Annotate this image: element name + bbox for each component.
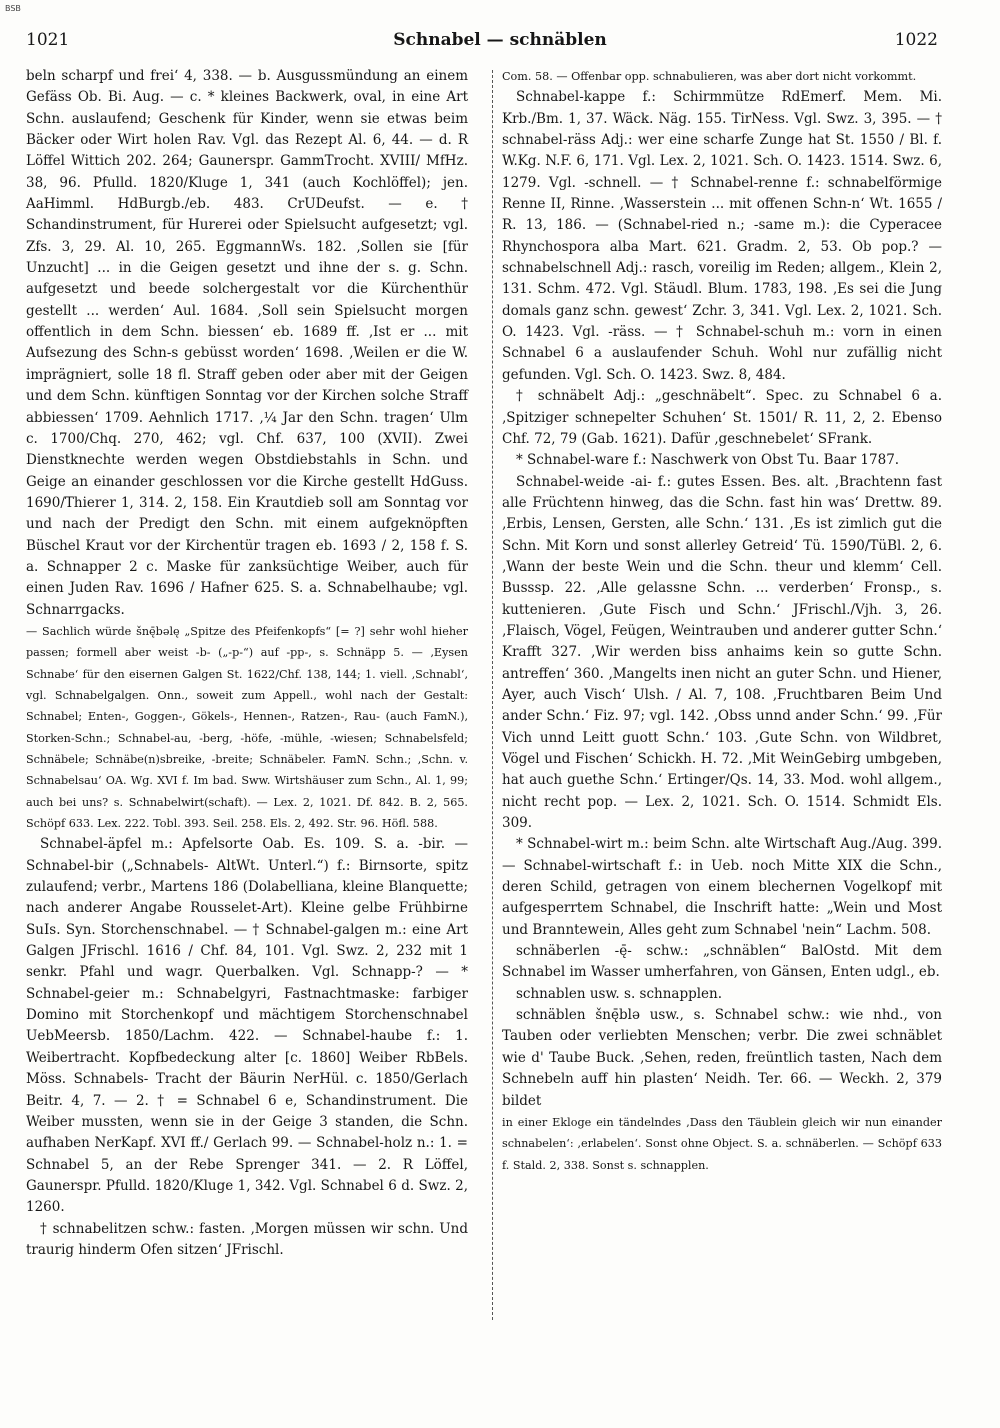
paragraph: in einer Ekloge ein tändelndes ‚Dass den Täublein gleich wir nun einander schnabelen‘: ‚erlabelen‘. Sonst ohne Object. S. a. schnäberlen. — Schöpf 633 f. Stald. 2, 338. Sonst s. schnapplen. <box>502 1115 942 1172</box>
watermark: BSB <box>5 4 21 13</box>
paragraph: schnäblen šnę̄blə usw., s. Schnabel schw.: wie nhd., von Tauben oder verliebten Menschen; verbr. Die zwei schnäblet wie d' Taube Buck. ‚Sehen, reden, freüntlich tasten, Nach dem Schnebeln auff hin plasten‘ Neidh. Ter. 66. — Weckh. 2, 379 bildet <box>502 1007 942 1109</box>
paragraph: * Schnabel-wirt m.: beim Schn. alte Wirtschaft Aug./Aug. 399. — Schnabel-wirtschaft f.: in Ueb. noch Mitte XIX die Schn., deren Schild, getragen von einem blechernen Vogelkopf mit aufgesperrtem Schnabel, die Inschrift hatte: „Wein und Most und Branntewein, Alles geht zum Schnabel 'nein“ Lachm. 508. <box>502 836 942 938</box>
left-column <box>26 66 468 1261</box>
page-number-left: 1021 <box>26 30 70 50</box>
paragraph: * Schnabel-ware f.: Naschwerk von Obst Tu. Baar 1787. <box>516 452 900 469</box>
paragraph: Schnabel-kappe f.: Schirmmütze RdEmerf. Mem. Mi. Krb./Bm. 1, 37. Wäck. Näg. 155. TirNess. Vgl. Swz. 3, 395. — † schnabel-räss Adj.: wer eine scharfe Zunge hat St. 1550 / Bl. f. W.Kg. N.F. 6, 171. Vgl. Lex. 2, 1021. Sch. O. 1423. 1514. Swz. 6, 1279. Vgl. -schnell. — † Schnabel-renne f.: schnabelförmige Renne II, Rinne. ‚Wasserstein ... mit offenen Schn-n‘ Wt. 1655 / R. 13, 186. — (Schnabel-ried n.; -same m.): die Cyperacee Rhynchospora alba Mart. 621. Gradm. 2, 53. Ob pop.? — schnabelschnell Adj.: rasch, voreilig im Reden; allgem., Klein 2, 131. Schm. 472. Vgl. Stäudl. Blum. 1783, 198. ‚Es sei die Jung domals ganz schn. gewest‘ Zchr. 3, 341. Vgl. Lex. 2, 1021. Sch. O. 1423. Vgl. -räss. — † Schnabel-schuh m.: vorn in einen Schnabel 6 a auslaufender Schuh. Wohl nur zufällig nicht gefunden. Vgl. Sch. O. 1423. Swz. 8, 484. <box>502 89 942 383</box>
paragraph: Schnabel-äpfel m.: Apfelsorte Oab. Es. 109. S. a. -bir. — Schnabel-bir („Schnabels- AltWt. Unterl.“) f.: Birnsorte, spitz zulaufend; verbr., Martens 186 (Dolabelliana, kleine Blanquette; nach anderer Angabe Rousselet-Art). Kleine gelbe Frühbirne SuIs. Syn. Storchenschnabel. — † Schnabel-galgen m.: eine Art Galgen JFrischl. 1616 / Chf. 84, 101. Vgl. Swz. 2, 232 mit 1 senkr. Pfahl und wagr. Querbalken. Vgl. Schnapp-? — * Schnabel-geier m.: Schnabelgyri, Fastnachtmaske: farbiger Domino mit Storchenkopf und mächtigem Storchenschnabel UebMeersb. 1850/Lachm. 422. — Schnabel-haube f.: 1. Weibertracht. Kopfbedeckung alter [c. 1860] Weiber RbBels. Möss. Schnabels- Tracht der Bäurin NerHül. c. 1850/Gerlach Beitr. 4, 7. — 2. † = Schnabel 6 e, Schandinstrument. Die Weiber mussten, wenn sie in der Geige 3 standen, die Schn. aufhaben NerKapf. XVI ff./ Gerlach 99. — Schnabel-holz n.: 1. = Schnabel 5, an der Rebe Sprenger 341. — 2. R Löffel, Gaunerspr. Pfulld. 1820/Kluge 1, 342. Vgl. Schnabel 6 d. Swz. 2, 1260. <box>26 836 468 1216</box>
running-title: Schnabel — schnäblen <box>393 30 607 50</box>
paragraph: schnablen usw. s. schnapplen. <box>516 985 723 1002</box>
paragraph: † schnäbelt Adj.: „geschnäbelt“. Spec. zu Schnabel 6 a. ‚Spitziger schnepelter Schuhen‘ St. 1501/ R. 11, 2, 2. Ebenso Chf. 72, 79 (Gab. 1621). Dafür ‚geschnebelet‘ SFrank. <box>502 388 942 447</box>
paragraph: — Sachlich würde šnę̄bəlę „Spitze des Pfeifenkopfs“ [= ?] sehr wohl hieher passen; formell aber weist -b- („-p-“) auf -pp-, s. Schnäpp 5. — ‚Eysen Schnabe‘ für den eisernen Galgen St. 1622/Chf. 138, 144; 1. viell. ‚Schnabl‘, vgl. Schnabelgalgen. Onn., soweit zum Appell., wohl nach der Gestalt: Schnabel; Enten-, Goggen-, Gökels-, Hennen-, Ratzen-, Rau- (auch FamN.), Storken-Schn.; Schnabel-au, -berg, -höfe, -mühle, -wiesen; Schnabelsfeld; Schnäbele; Schnäbe(n)sbreike, -breite; Schnäbeler. FamN. Schn.; ‚Schn. v. Schnabelsau‘ OA. Wg. XVI f. Im bad. Sww. Wirtshäuser zum Schn., Al. 1, 99; auch bei uns? s. Schnabelwirt(schaft). — Lex. 2, 1021. Df. 842. B. 2, 565. Schöpf 633. Lex. 222. Tobl. 393. Seil. 258. Els. 2, 492. Str. 96. Höfl. 588. <box>26 624 468 831</box>
paragraph: schnäberlen -ę̄- schw.: „schnäblen“ BalOstd. Mit dem Schnabel im Wasser umherfahren, von Gänsen, Enten udgl., eb. <box>502 943 942 981</box>
right-column <box>502 66 942 1176</box>
column-divider <box>492 70 493 1320</box>
paragraph: beln scharpf und frei‘ 4, 338. — b. Ausgussmündung an einem Gefäss Ob. Bi. Aug. — c. * kleines Backwerk, oval, in eine Art Schn. auslaufend; Geschenk für Kinder, wenn sie etwas beim Bäcker oder Wirt holen Rav. Vgl. das Rezept Al. 6, 44. — d. R Löffel Wittich 202. 264; Gaunerspr. GammTrocht. XVIII/ MfHz. 38, 96. Pfulld. 1820/Kluge 1, 341 (auch Kochlöffel); jen. AaHimml. HdBurgb./eb. 483. CrUDeufst. — e. † Schandinstrument, für Hurerei oder Spielsucht aufgesetzt; vgl. Zfs. 3, 29. Al. 10, 265. EggmannWs. 182. ‚Sollen sie [für Unzucht] ... in die Geigen gesetzt und ihne der s. g. Schn. aufgesetzt und beede solchergestalt vor die Kürchenthür gestellt ... werden‘ Aul. 1684. ‚Soll sein Spielsucht morgen offentlich in dem Schn. biessen‘ eb. 1689 ff. ‚Ist er ... mit Aufsezung des Schn-s gebüsst worden‘ 1698. ‚Weilen er die W. imprägniert, solle 18 fl. Straff geben oder aber mit der Geigen und dem Schn. künftigen Sonntag vor der Kirchen solche Straff abbiessen‘ 1709. Aehnlich 1717. ‚¼ Jar den Schn. tragen‘ Ulm c. 1700/Chq. 270, 462; vgl. Chf. 637, 100 (XVII). Zwei Dienstknechte werden wegen Obstdiebstahls in Schn. und Geige an einander geschlossen vor die Kirche gestellt HdGuss. 1690/Thierer 1, 314. 2, 158. Ein Krautdieb soll am Sonntag vor und nach der Predigt den Schn. mit einem aufgeknöpften Büschel Kraut vor der Kirchentür tragen eb. 1693 / 2, 158 f. S. a. Schnapper 2 c. Maske für zanksüchtige Weiber, auch für einen Juden Rav. 1696 / Hafner 625. S. a. Schnabelhaube; vgl. Schnarrgacks. <box>26 68 468 618</box>
paragraph: Schnabel-weide -ai- f.: gutes Essen. Bes. alt. ‚Brachtenn fast alle Früchtenn hinweg, das die Schn. fast hin was‘ Drettw. 89. ‚Erbis, Lensen, Gersten, alle Schn.‘ 131. ‚Es ist zimlich gut die Schn. Mit Korn und sonst allerley Getreid‘ Tü. 1590/TüBl. 2, 6. ‚Wann der beste Wein und die Schn. theur und klemm‘ Cell. Busssp. 22. ‚Alle gelassne Schn. ... verderben‘ Fronsp., s. kuttenieren. ‚Gute Fisch und Schn.‘ JFrischl./Vjh. 3, 26. ‚Flaisch, Vögel, Feügen, Weintrauben und anderer gutter Schn.‘ Krafft 327. ‚Wir werden biss anhaims kein so gutte Schn. antreffen‘ 360. ‚Mangelts inen nicht an guter Schn. und Hiener, Ayer, auch Visch‘ Ulsh. / Al. 7, 108. ‚Fruchtbaren Beim Und ander Schn.‘ Fiz. 97; vgl. 142. ‚Obss unnd ander Schn.‘ 99. ‚Für Vich unnd Leitt guott Schn.‘ 103. ‚Gute Schn. von Wildbret, Vögel und Fischen‘ Schickh. H. 72. ‚Mit WeinGebirg umbgeben, hat auch guethe Schn.‘ Ertinger/Qs. 14, 33. Mod. wohl allgem., nicht recht pop. — Lex. 2, 1021. Sch. O. 1514. Schmidt Els. 309. <box>502 473 942 832</box>
paragraph: Com. 58. — Offenbar opp. schnabulieren, was aber dort nicht vorkommt. <box>502 70 917 83</box>
paragraph: † schnabelitzen schw.: fasten. ‚Morgen müssen wir schn. Und traurig hinderm Ofen sitzen‘ JFrischl. <box>26 1220 468 1258</box>
page-number-right: 1022 <box>894 30 938 50</box>
